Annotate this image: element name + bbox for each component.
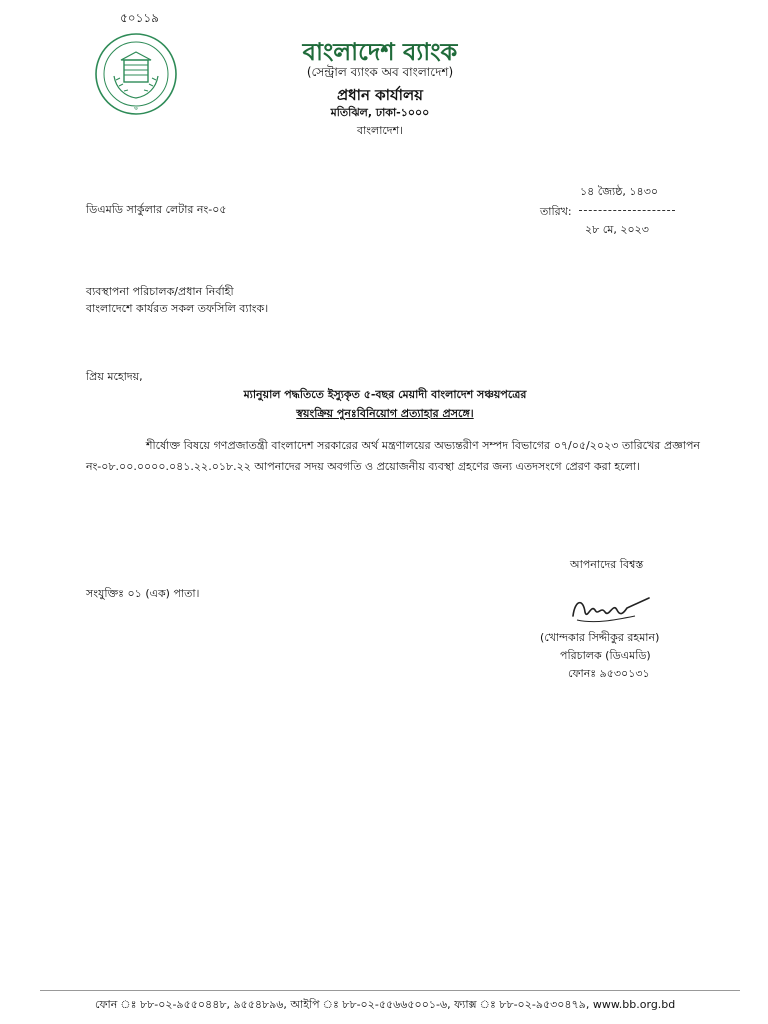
bank-name-subtitle: (সেন্ট্রাল ব্যাংক অব বাংলাদেশ) — [306, 65, 454, 79]
subject-line-2 — [150, 405, 620, 424]
gregorian-date: ২৮ মে, ২০২৩ — [585, 223, 649, 236]
footer-contact: ফোন ঃ ৮৮-০২-৯৫৫০৪৪৮, ৯৫৫৪৮৯৬, আইপি ঃ ৮৮-০২-৫৫৬৬৫০০১-৬, ফ্যাক্স ঃ ৮৮-০২-৯৫৩০৪৭৯, www.bb.org.bd — [95, 998, 676, 1011]
recipient-line-1: ব্যবস্থাপনা পরিচালক/প্রধান নির্বাহী — [86, 285, 234, 298]
signature-image — [565, 590, 655, 630]
signatory-name: (খোন্দকার সিদ্দীকুর রহমান) — [540, 631, 660, 644]
recipient-line-2: বাংলাদেশে কার্যরত সকল তফসিলি ব্যাংক। — [86, 302, 269, 315]
svg-text:ক্ষ: ক্ষ — [133, 106, 139, 112]
date-divider — [579, 210, 675, 211]
salutation: প্রিয় মহোদয়, — [86, 370, 143, 383]
signatory-title: পরিচালক (ডিএমডি) — [560, 649, 651, 662]
signatory-phone: ফোনঃ ৯৫৩০১৩১ — [568, 667, 650, 680]
closing-phrase: আপনাদের বিশ্বস্ত — [570, 558, 644, 571]
reference-number: ৫০১১৯ — [120, 11, 159, 25]
footer-divider — [40, 990, 740, 991]
attachment-note: সংযুক্তিঃ ০১ (এক) পাতা। — [86, 587, 200, 600]
body-paragraph: শীর্ষোক্ত বিষয়ে গণপ্রজাতন্ত্রী বাংলাদেশ সরকারের অর্থ মন্ত্রণালয়ের অভ্যন্তরীণ সম্পদ বিভাগের ০৭/০৫/২০২৩ তারিখের প্রজ্ঞাপন নং-০৮.০০.০০০০.০৪১.২২.০১৮.২২ আপনাদের সদয় অবগতি ও প্রয়োজনীয় ব্যবস্থা গ্রহণের জন্য এতদসংগে প্রেরণ করা হলো। — [86, 439, 700, 473]
bangla-date: ১৪ জ্যৈষ্ঠ, ১৪৩০ — [580, 185, 658, 198]
bank-name-title: বাংলাদেশ ব্যাংক — [302, 38, 458, 66]
subject-line-1: ম্যানুয়াল পদ্ধতিতে ইস্যুকৃত ৫-বছর মেয়াদী বাংলাদেশ সঞ্চয়পত্রের — [243, 388, 527, 401]
circular-reference: ডিএমডি সার্কুলার লেটার নং-০৫ — [86, 203, 227, 216]
head-office-label: প্রধান কার্যালয় — [337, 86, 423, 104]
subject-line-2-text: স্বয়ংক্রিয় পুনঃবিনিয়োগ প্রত্যাহার প্রসঙ্গে। — [296, 407, 474, 420]
bangladesh-bank-logo-icon — [94, 32, 178, 116]
date-label: তারিখ: — [540, 205, 572, 218]
office-address: মতিঝিল, ঢাকা-১০০০ — [330, 106, 430, 119]
country-label: বাংলাদেশ। — [356, 124, 404, 137]
